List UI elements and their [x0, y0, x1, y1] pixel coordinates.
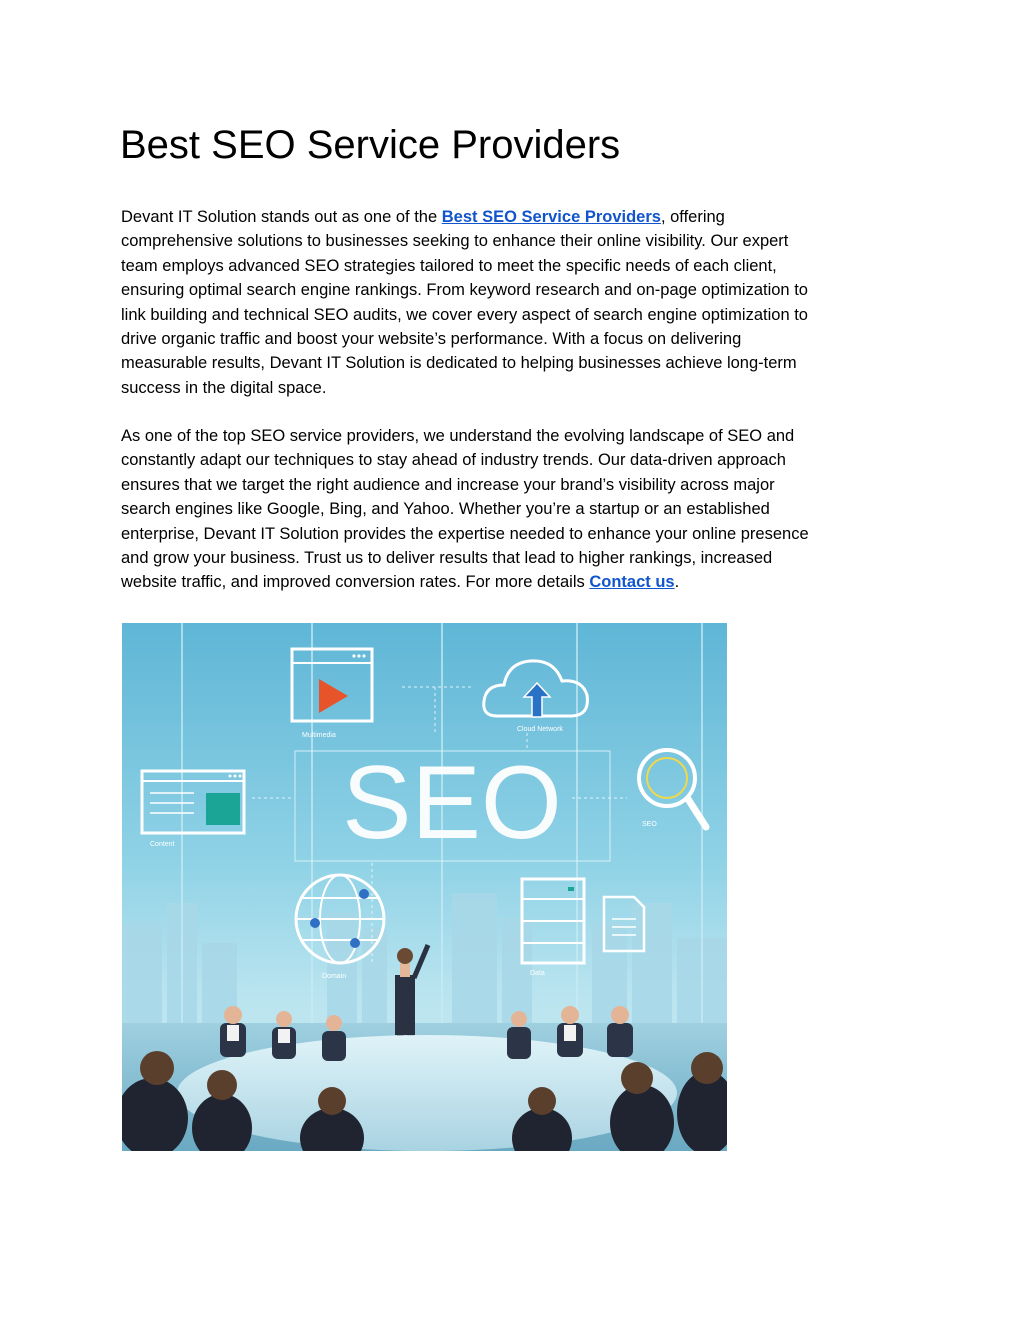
text-line: team employs advanced SEO strategies tailored to meet the specific needs of each client, [121, 256, 777, 275]
conference-table [177, 1035, 677, 1151]
text-run: Devant IT Solution stands out as one of the [121, 208, 442, 226]
text-line: success in the digital space. [121, 378, 327, 397]
text-line: and grow your business. Trust us to deliver results that lead to higher rankings, increased [121, 549, 773, 568]
data-label: Data [530, 970, 545, 977]
content-label: Content [150, 841, 175, 848]
text-line: constantly adapt our techniques to stay ahead of industry trends. Our data-driven approach [121, 451, 786, 470]
text-line: enterprise, Devant IT Solution provides the expertise needed to enhance your online presence [121, 524, 809, 543]
page-title: Best SEO Service Providers [120, 123, 621, 167]
cloud-network-label: Cloud Network [517, 726, 563, 733]
text-line: ensuring optimal search engine rankings. From keyword research and on-page optimization to [121, 281, 808, 300]
domain-label: Domain [322, 973, 347, 980]
seo-big-text: SEO [342, 745, 562, 861]
text-line [121, 205, 901, 229]
text-run: website traffic, and improved conversion rates. For more details [121, 573, 590, 592]
text-line [121, 570, 901, 594]
text-run: . [674, 573, 680, 592]
text-line: As one of the top SEO service providers, we understand the evolving landscape of SEO and [121, 427, 795, 445]
text-run: , offering [660, 208, 725, 226]
seo-meeting-hero-image [122, 623, 727, 1151]
text-line: ensures that we target the right audience and increase your brand’s visibility across major [121, 475, 775, 494]
text-line: drive organic traffic and boost your website’s performance. With a focus on delivering [121, 330, 742, 349]
text-line: link building and technical SEO audits, we cover every aspect of search engine optimization to [121, 305, 808, 324]
paragraph-services [121, 424, 901, 595]
text-line: comprehensive solutions to businesses seeking to enhance their online visibility. Our expert [121, 232, 789, 251]
contact-us-link[interactable]: Contact us [589, 573, 675, 592]
seo-icon-label: SEO [642, 821, 657, 828]
best-seo-service-providers-link[interactable]: Best SEO Service Providers [441, 208, 661, 226]
text-line: search engines like Google, Bing, and Yahoo. Whether you’re a startup or an established [121, 500, 770, 519]
text-line: measurable results, Devant IT Solution is dedicated to helping businesses achieve long-term [121, 354, 797, 373]
paragraph-intro [121, 205, 901, 400]
multimedia-label: Multimedia [302, 732, 336, 739]
